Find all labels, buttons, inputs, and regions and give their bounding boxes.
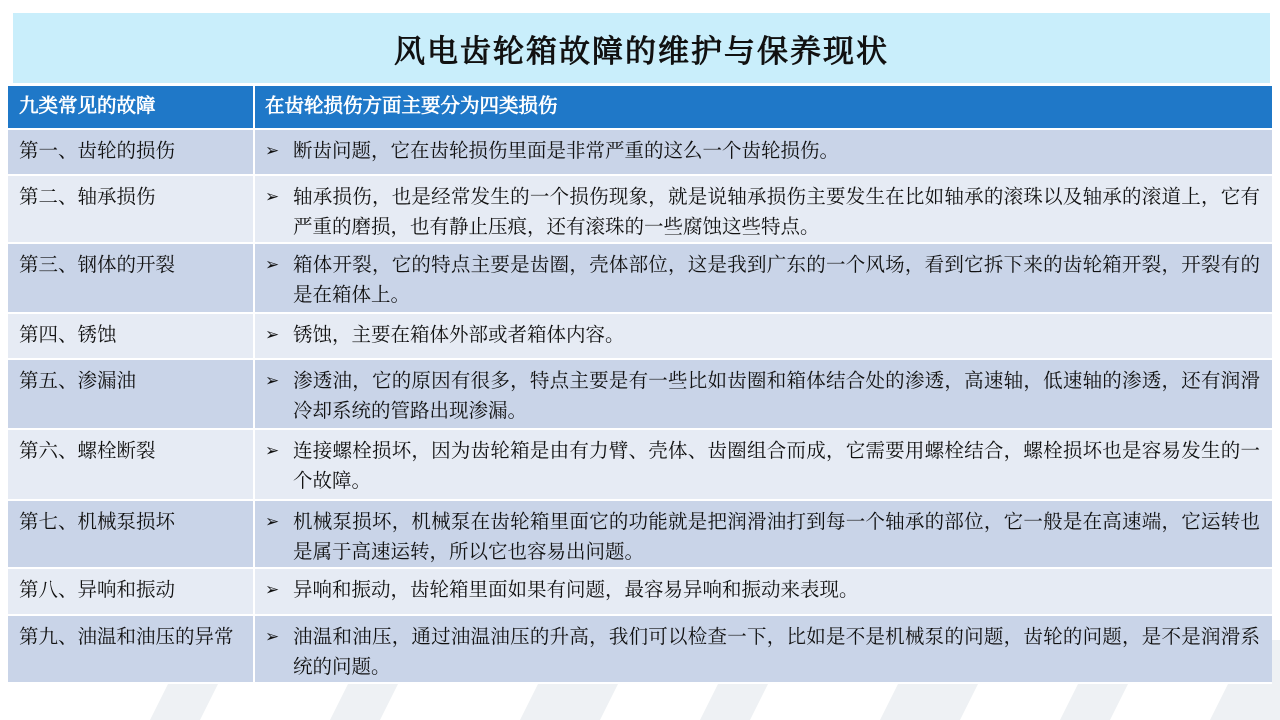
table-header-row [8,86,1272,130]
table-row [8,616,1272,684]
table-row [8,430,1272,501]
fault-description: 断齿问题，它在齿轮损伤里面是非常严重的这么一个齿轮损伤。 [293,139,840,162]
table-row [8,569,1272,616]
fault-description-cell [255,176,1272,242]
fault-description: 轴承损伤，也是经常发生的一个损伤现象，就是说轴承损伤主要发生在比如轴承的滚珠以及轴承的滚道上，它有严重的磨损，也有静止压痕，还有滚珠的一些腐蚀这些特点。 [293,185,1260,238]
fault-description-cell [255,430,1272,499]
fault-description: 锈蚀，主要在箱体外部或者箱体内容。 [293,323,625,346]
fault-description: 机械泵损坏，机械泵在齿轮箱里面它的功能就是把润滑油打到每一个轴承的部位，它一般是在高速端，它运转也是属于高速运转，所以它也容易出问题。 [293,510,1260,563]
fault-name: 第四、锈蚀 [8,314,255,358]
header-damage-categories: 在齿轮损伤方面主要分为四类损伤 [265,94,558,117]
arrow-bullet-icon: ➢ [265,512,280,532]
fault-name: 第三、钢体的开裂 [8,244,255,312]
fault-name: 第二、轴承损伤 [8,176,255,242]
arrow-bullet-icon: ➢ [265,141,280,161]
fault-description-cell [255,314,1272,358]
fault-description-cell [255,616,1272,682]
page-title: 风电齿轮箱故障的维护与保养现状 [394,33,889,70]
arrow-bullet-icon: ➢ [265,325,280,345]
table-row [8,244,1272,314]
fault-description-cell [255,569,1272,614]
fault-table [8,86,1272,684]
table-row [8,501,1272,569]
fault-description: 油温和油压，通过油温油压的升高，我们可以检查一下，比如是不是机械泵的问题，齿轮的问题，是不是润滑系统的问题。 [293,625,1260,678]
fault-description: 连接螺栓损坏，因为齿轮箱是由有力臂、壳体、齿圈组合而成，它需要用螺栓结合，螺栓损坏也是容易发生的一个故障。 [293,439,1260,492]
fault-description-cell [255,244,1272,312]
arrow-bullet-icon: ➢ [265,580,280,600]
fault-description: 箱体开裂，它的特点主要是齿圈，壳体部位，这是我到广东的一个风场，看到它拆下来的齿轮箱开裂，开裂有的是在箱体上。 [293,253,1260,306]
fault-name: 第七、机械泵损坏 [8,501,255,567]
arrow-bullet-icon: ➢ [265,187,280,207]
header-fault-types: 九类常见的故障 [8,86,255,128]
table-row [8,176,1272,244]
fault-name: 第一、齿轮的损伤 [8,130,255,174]
fault-name: 第八、异响和振动 [8,569,255,614]
fault-description: 异响和振动，齿轮箱里面如果有问题，最容易异响和振动来表现。 [293,578,859,601]
fault-description-cell [255,501,1272,567]
fault-description: 渗透油，它的原因有很多，特点主要是有一些比如齿圈和箱体结合处的渗透，高速轴，低速轴的渗透，还有润滑冷却系统的管路出现渗漏。 [293,369,1260,422]
arrow-bullet-icon: ➢ [265,371,280,391]
fault-name: 第九、油温和油压的异常 [8,616,255,682]
table-row [8,314,1272,360]
arrow-bullet-icon: ➢ [265,441,280,461]
table-row [8,130,1272,176]
arrow-bullet-icon: ➢ [265,255,280,275]
title-bar [13,13,1270,83]
fault-name: 第五、渗漏油 [8,360,255,428]
fault-description-cell [255,360,1272,428]
fault-name: 第六、螺栓断裂 [8,430,255,499]
table-row [8,360,1272,430]
fault-description-cell [255,130,1272,174]
arrow-bullet-icon: ➢ [265,627,280,647]
